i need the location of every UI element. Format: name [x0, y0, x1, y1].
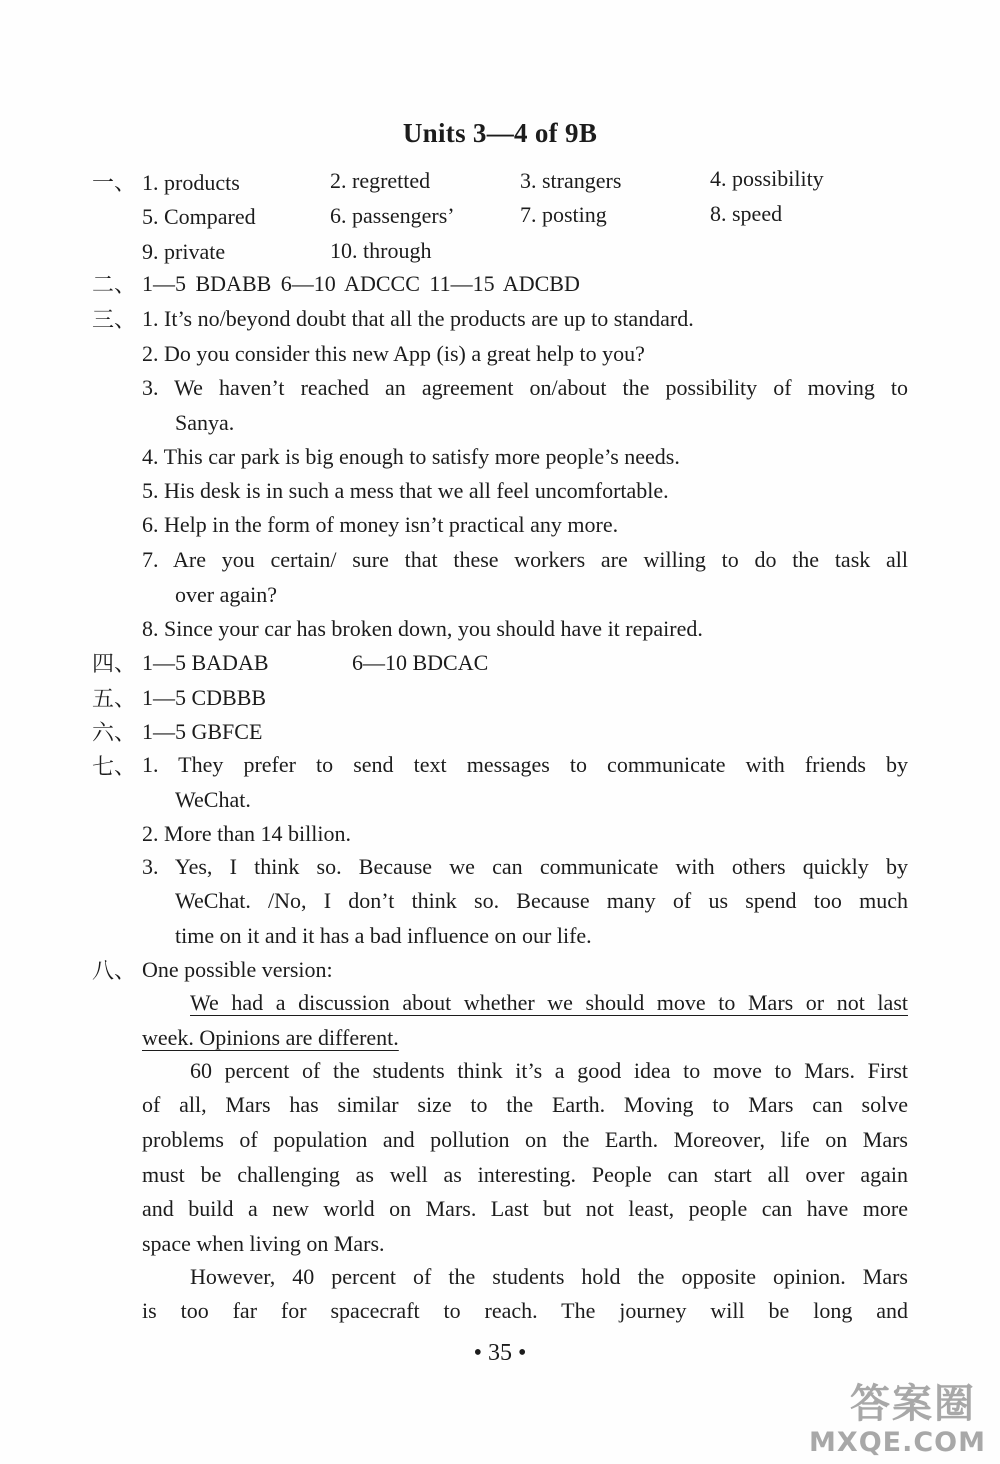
- s8-line: 60 percent of the students think it’s a good idea to move to Mars. First: [190, 1058, 908, 1083]
- s1-item: 3. strangers: [520, 168, 622, 193]
- s8-line: is too far for spacecraft to reach. The journey will be long and: [142, 1298, 908, 1323]
- s7-line: WeChat. /No, I don’t think so. Because many of us spend too much: [175, 888, 908, 913]
- section-8-label: 八、: [92, 958, 137, 983]
- s7-line: time on it and it has a bad influence on our life.: [175, 923, 592, 948]
- s8-line: of all, Mars has similar size to the Earth. Moving to Mars can solve: [142, 1092, 908, 1117]
- s1-item: 2. regretted: [330, 168, 431, 193]
- section-7-label: 七、: [92, 754, 137, 779]
- s3-line: 2. Do you consider this new App (is) a great help to you?: [142, 341, 645, 366]
- s7-line: 3. Yes, I think so. Because we can communicate with others quickly by: [142, 854, 908, 879]
- s1-item: 9. private: [142, 239, 226, 264]
- watermark-bottom-text: MXQE.COM: [809, 1427, 986, 1458]
- s3-line: 7. Are you certain/ sure that these workers are willing to do the task all: [142, 547, 908, 572]
- s7-line: 1. They prefer to send text messages to communicate with friends by: [142, 752, 908, 777]
- s8-line: and build a new world on Mars. Last but not least, people can have more: [142, 1196, 908, 1221]
- section-4-label: 四、: [92, 651, 137, 676]
- s1-item: 1. products: [142, 170, 240, 195]
- s1-item: 4. possibility: [710, 166, 824, 191]
- s1-item: 8. speed: [710, 201, 783, 226]
- s3-line: over again?: [175, 582, 277, 607]
- s3-line: Sanya.: [175, 410, 235, 435]
- s1-item: 7. posting: [520, 202, 607, 227]
- s8-line: problems of population and pollution on the Earth. Moreover, life on Mars: [142, 1127, 908, 1152]
- s3-line: 6. Help in the form of money isn’t practical any more.: [142, 512, 619, 537]
- page-title: Units 3—4 of 9B: [402, 118, 598, 148]
- section-6-label: 六、: [92, 720, 137, 745]
- s4-answers-a: 1—5 BADAB: [142, 650, 269, 675]
- s8-line: space when living on Mars.: [142, 1231, 385, 1256]
- s3-line: 3. We haven’t reached an agreement on/about the possibility of moving to: [142, 375, 908, 400]
- s8-underlined-text: We had a discussion about whether we should move to Mars or not last: [190, 990, 908, 1015]
- section-3-label: 三、: [92, 307, 137, 332]
- s8-line-underlined: [142, 1027, 399, 1049]
- s1-item: 10. through: [330, 238, 432, 263]
- watermark-top-text: 答案圈: [850, 1381, 976, 1427]
- s6-answers: 1—5 GBFCE: [142, 719, 263, 744]
- s8-line-underlined: [190, 992, 908, 1014]
- s5-answers: 1—5 CDBBB: [142, 685, 267, 710]
- s1-item: 6. passengers’: [330, 203, 455, 228]
- page-number: • 35 •: [473, 1340, 527, 1366]
- section-1-label: 一、: [92, 170, 137, 195]
- s3-line: 4. This car park is big enough to satisfy more people’s needs.: [142, 444, 680, 469]
- s2-answers: 1—5 BDABB 6—10 ADCCC 11—15 ADCBD: [142, 271, 580, 296]
- s3-line: 5. His desk is in such a mess that we all feel uncomfortable.: [142, 478, 669, 503]
- s3-line: 1. It’s no/beyond doubt that all the products are up to standard.: [142, 306, 694, 331]
- s8-line: However, 40 percent of the students hold the opposite opinion. Mars: [190, 1264, 908, 1289]
- watermark-logo: [796, 1372, 986, 1458]
- s1-item: 5. Compared: [142, 204, 256, 229]
- s7-line: 2. More than 14 billion.: [142, 821, 351, 846]
- s8-underlined-text: week. Opinions are different.: [142, 1025, 399, 1050]
- s8-line: must be challenging as well as interesting. People can start all over again: [142, 1162, 908, 1187]
- s3-line: 8. Since your car has broken down, you should have it repaired.: [142, 616, 703, 641]
- section-5-label: 五、: [92, 686, 137, 711]
- s4-answers-b: 6—10 BDCAC: [352, 650, 489, 675]
- s7-line: WeChat.: [175, 787, 251, 812]
- s8-intro: One possible version:: [142, 957, 333, 982]
- section-2-label: 二、: [92, 272, 137, 297]
